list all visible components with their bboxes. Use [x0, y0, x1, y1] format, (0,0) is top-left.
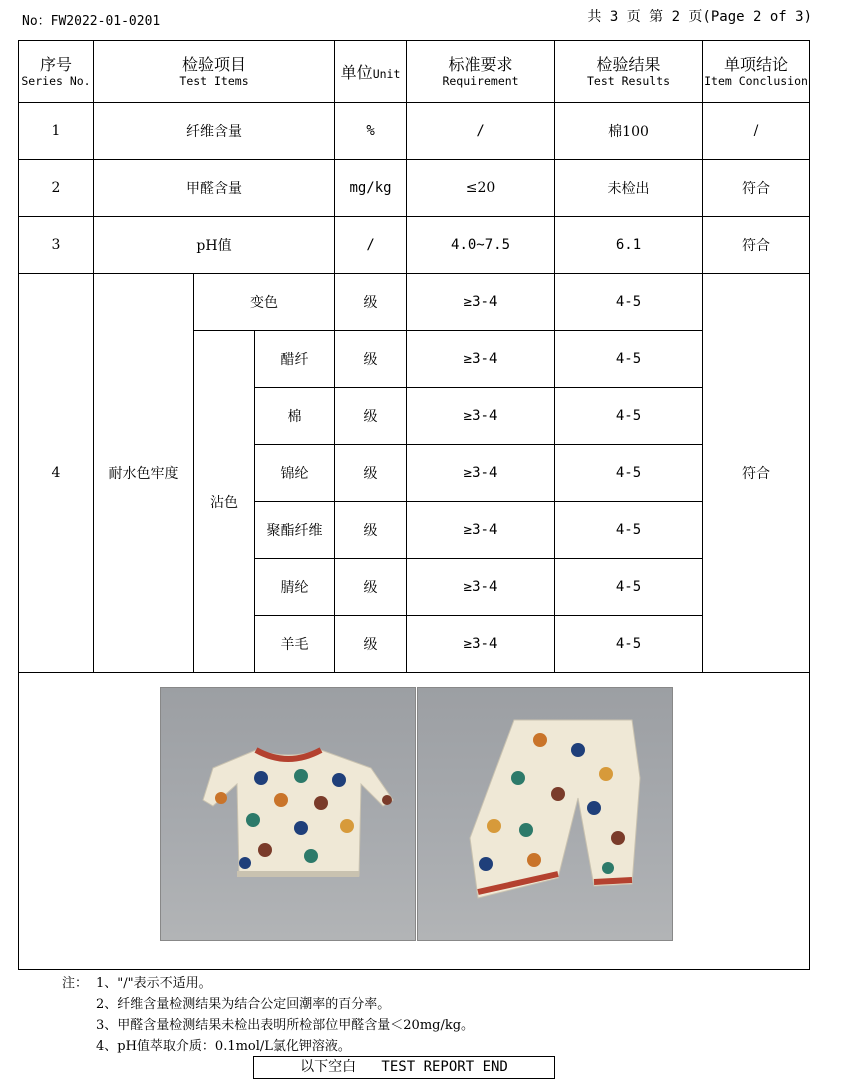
header-unit: 单位Unit [335, 41, 407, 103]
result-cell: 6.1 [555, 217, 703, 274]
unit-cell: 级 [335, 502, 407, 559]
result-cell: 棉100 [555, 103, 703, 160]
requirement-cell: ≥3-4 [407, 388, 555, 445]
table-row [19, 103, 810, 160]
header-results: 检验结果 Test Results [555, 41, 703, 103]
sample-photo-pants [417, 687, 673, 941]
fiber-label: 锦纶 [255, 445, 335, 502]
result-cell: 4-5 [555, 502, 703, 559]
test-item-colorfastness: 耐水色牢度 [94, 274, 194, 673]
result-cell: 4-5 [555, 388, 703, 445]
unit-cell: 级 [335, 445, 407, 502]
result-cell: 未检出 [555, 160, 703, 217]
result-cell: 4-5 [555, 274, 703, 331]
footnote-item: 3、甲醛含量检测结果未检出表明所检部位甲醛含量＜20mg/kg。 [96, 1018, 475, 1033]
conclusion-cell: / [703, 103, 810, 160]
fiber-label: 醋纤 [255, 331, 335, 388]
unit-cell: 级 [335, 274, 407, 331]
footnotes [62, 973, 474, 1057]
row-number: 4 [19, 274, 94, 673]
pants-image [418, 688, 672, 940]
unit-cell: 级 [335, 559, 407, 616]
requirement-cell: ≥3-4 [407, 274, 555, 331]
unit-cell: % [335, 103, 407, 160]
conclusion-cell: 符合 [703, 160, 810, 217]
unit-cell: mg/kg [335, 160, 407, 217]
conclusion-cell: 符合 [703, 274, 810, 673]
table-row [19, 274, 810, 331]
requirement-cell: ≥3-4 [407, 616, 555, 673]
result-cell: 4-5 [555, 331, 703, 388]
requirement-cell: ≥3-4 [407, 502, 555, 559]
table-header-row [19, 41, 810, 103]
fiber-label: 腈纶 [255, 559, 335, 616]
conclusion-cell: 符合 [703, 217, 810, 274]
report-number: No：FW2022-01-0201 [22, 14, 161, 29]
report-end-marker: 以下空白 TEST REPORT END [253, 1056, 555, 1079]
notes-label: 注： [62, 976, 89, 991]
test-results-table [18, 40, 810, 970]
header-test-items: 检验项目 Test Items [94, 41, 335, 103]
test-item: pH值 [94, 217, 335, 274]
unit-cell: 级 [335, 616, 407, 673]
sample-photo-cell [19, 673, 810, 970]
requirement-cell: ≥3-4 [407, 331, 555, 388]
result-cell: 4-5 [555, 616, 703, 673]
header-requirement: 标准要求 Requirement [407, 41, 555, 103]
unit-cell: 级 [335, 388, 407, 445]
header-conclusion: 单项结论 Item Conclusion [703, 41, 810, 103]
fiber-label: 聚酯纤维 [255, 502, 335, 559]
sample-photo-shirt [160, 687, 416, 941]
fiber-label: 棉 [255, 388, 335, 445]
table-row [19, 160, 810, 217]
requirement-cell: ≥3-4 [407, 445, 555, 502]
unit-cell: / [335, 217, 407, 274]
photo-row [19, 673, 810, 970]
requirement-cell: ≤20 [407, 160, 555, 217]
requirement-cell: 4.0~7.5 [407, 217, 555, 274]
test-item: 纤维含量 [94, 103, 335, 160]
row-number: 3 [19, 217, 94, 274]
footnote-item: 2、纤维含量检测结果为结合公定回潮率的百分率。 [96, 997, 391, 1012]
header-series: 序号 Series No. [19, 41, 94, 103]
result-cell: 4-5 [555, 445, 703, 502]
page-info: 共 3 页 第 2 页(Page 2 of 3) [587, 9, 812, 25]
row-number: 2 [19, 160, 94, 217]
footnote-item: 4、pH值萃取介质：0.1mol/L氯化钾溶液。 [96, 1039, 351, 1054]
table-row [19, 217, 810, 274]
fiber-label: 羊毛 [255, 616, 335, 673]
requirement-cell: / [407, 103, 555, 160]
sub-item-staining: 沾色 [194, 331, 255, 673]
shirt-image [161, 688, 415, 940]
sub-item-color-change: 变色 [194, 274, 335, 331]
row-number: 1 [19, 103, 94, 160]
requirement-cell: ≥3-4 [407, 559, 555, 616]
unit-cell: 级 [335, 331, 407, 388]
result-cell: 4-5 [555, 559, 703, 616]
test-item: 甲醛含量 [94, 160, 335, 217]
footnote-item: 注： 1、"/"表示不适用。 [62, 973, 474, 994]
